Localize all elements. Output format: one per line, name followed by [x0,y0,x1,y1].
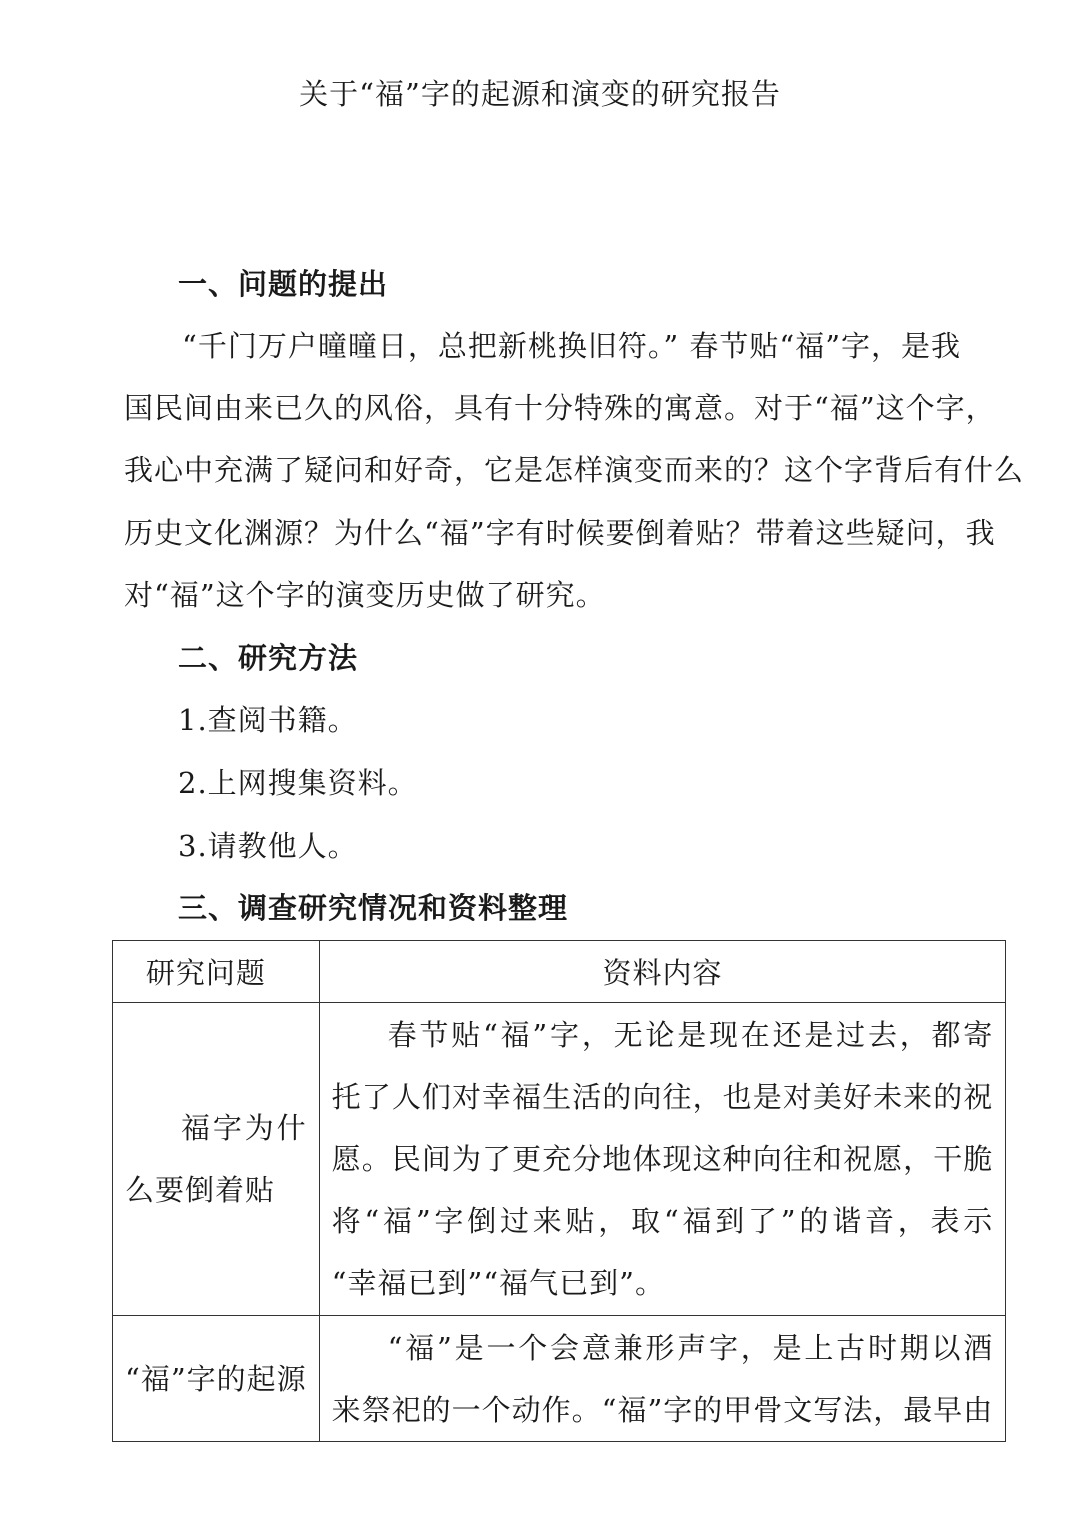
paragraph-line: 历史文化渊源？为什么“福”字有时候要倒着贴？带着这些疑问，我 [124,516,996,550]
section-heading-method: 二、研究方法 [178,641,359,675]
content-line: 托了人们对幸福生活的向往，也是对美好未来的祝 [331,1080,994,1114]
content-line: 春节贴“福”字，无论是现在还是过去，都寄 [387,1018,994,1052]
content-line: 将“福”字倒过来贴，取“福到了”的谐音，表示 [331,1204,994,1238]
table-row [113,1003,1006,1316]
paragraph-line: 国民间由来已久的风俗，具有十分特殊的寓意。对于“福”这个字， [124,391,996,425]
content-cell [319,1316,1006,1442]
question-line: 么要倒着贴 [125,1173,276,1207]
question-line: “福”字的起源 [125,1361,307,1396]
section-heading-problem: 一、问题的提出 [178,267,389,301]
table-row [113,1316,1006,1442]
question-cell [113,1003,320,1316]
paragraph-line: 对“福”这个字的演变历史做了研究。 [124,578,606,612]
research-table [112,940,1006,1442]
method-list-item: 3.请教他人。 [178,829,358,863]
question-cell [113,1316,320,1442]
content-line: “幸福已到”“福气已到”。 [331,1266,665,1300]
content-line: 愿。民间为了更充分地体现这种向往和祝愿，干脆 [331,1142,994,1176]
report-title: 关于“福”字的起源和演变的研究报告 [299,77,781,111]
paragraph-line: 我心中充满了疑问和好奇，它是怎样演变而来的？这个字背后有什么 [124,453,1025,487]
column-header-question: 研究问题 [113,941,320,1003]
section-heading-findings: 三、调查研究情况和资料整理 [178,891,569,925]
content-cell [319,1003,1006,1316]
column-header-content: 资料内容 [319,941,1006,1003]
paragraph-line: “千门万户曈曈日，总把新桃换旧符。” 春节贴“福”字，是我 [182,329,962,363]
content-line: “福”是一个会意兼形声字，是上古时期以酒 [387,1330,994,1365]
content-line: 来祭祀的一个动作。“福”字的甲骨文写法，最早由 [331,1392,994,1427]
method-list-item: 2.上网搜集资料。 [178,766,418,800]
table-header-row [113,941,1006,1003]
method-list-item: 1.查阅书籍。 [178,703,358,737]
question-line: 福字为什 [181,1111,307,1145]
